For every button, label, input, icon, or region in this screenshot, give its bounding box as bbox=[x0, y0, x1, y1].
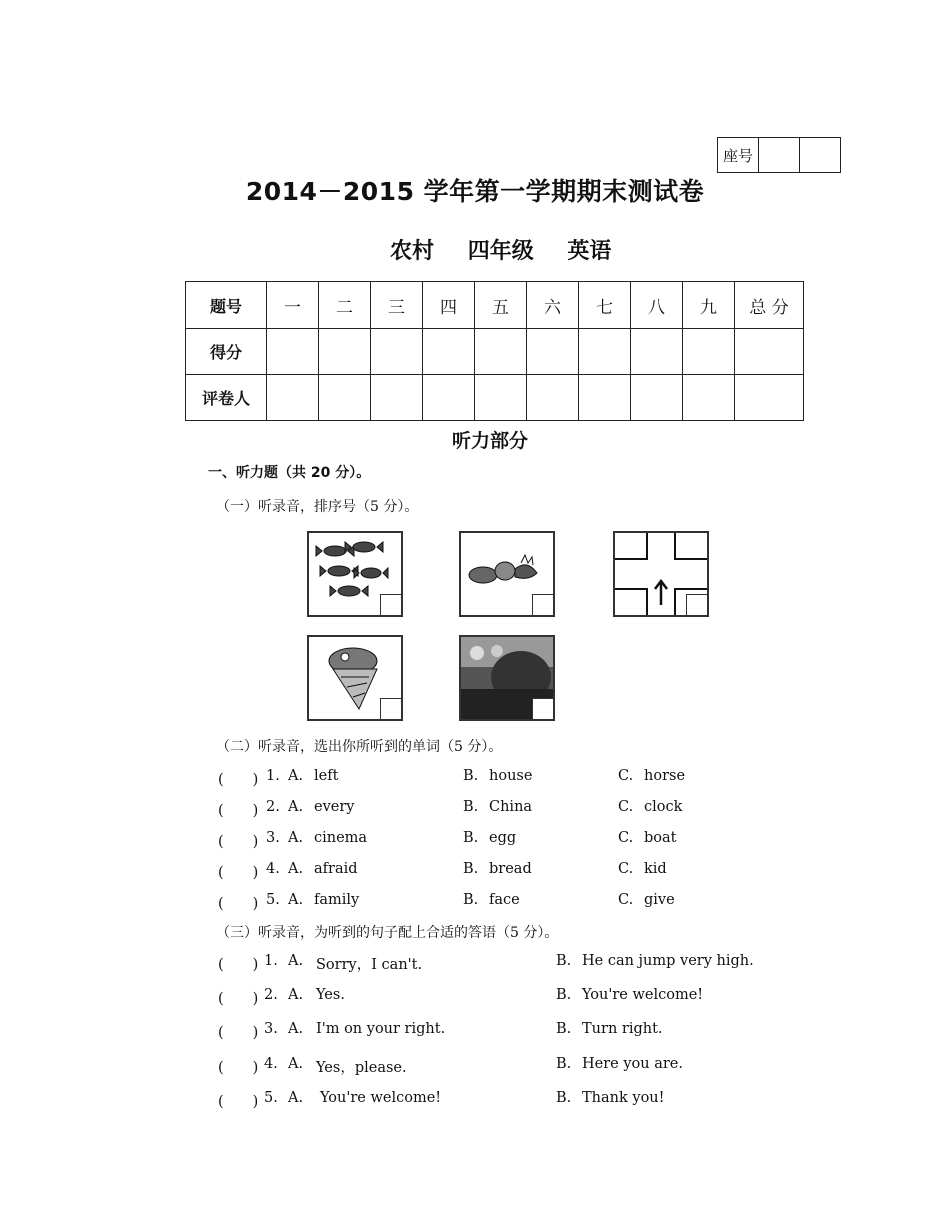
option-c: give bbox=[644, 892, 675, 908]
option-b: You're welcome! bbox=[582, 987, 704, 1003]
item-number: 1. bbox=[264, 953, 278, 969]
score-column: 三 bbox=[371, 282, 423, 329]
option-b: He can jump very high. bbox=[582, 953, 754, 969]
option-b-label: B. bbox=[463, 830, 479, 846]
score-cell[interactable] bbox=[423, 329, 475, 375]
score-cell[interactable] bbox=[527, 375, 579, 421]
picture-photo bbox=[459, 635, 555, 721]
option-b-label: B. bbox=[463, 799, 479, 815]
seat-cell[interactable] bbox=[759, 138, 800, 173]
option-a-label: A. bbox=[288, 768, 304, 784]
option-b-label: B. bbox=[463, 861, 479, 877]
answer-paren[interactable]: ( ) bbox=[218, 957, 259, 973]
answer-paren[interactable]: ( ) bbox=[218, 1060, 259, 1076]
item-number: 3. bbox=[266, 830, 280, 846]
option-b: China bbox=[489, 799, 533, 815]
option-a-label: A. bbox=[288, 987, 304, 1003]
score-column: 五 bbox=[475, 282, 527, 329]
answer-paren[interactable]: ( ) bbox=[218, 803, 259, 819]
score-cell[interactable] bbox=[423, 375, 475, 421]
answer-box[interactable] bbox=[686, 594, 707, 615]
option-c-label: C. bbox=[618, 830, 634, 846]
option-a: Yes，please. bbox=[316, 1060, 407, 1076]
score-cell[interactable] bbox=[475, 375, 527, 421]
picture-candies bbox=[307, 531, 403, 617]
answer-paren[interactable]: ( ) bbox=[218, 896, 259, 912]
score-row-label: 评卷人 bbox=[186, 375, 267, 421]
option-c-label: C. bbox=[618, 768, 634, 784]
score-column: 九 bbox=[683, 282, 735, 329]
subsection-3-title: （三）听录音，为听到的句子配上合适的答语（5 分）。 bbox=[216, 925, 559, 941]
score-cell[interactable] bbox=[735, 329, 804, 375]
item-number: 2. bbox=[266, 799, 280, 815]
option-c-label: C. bbox=[618, 799, 634, 815]
exam-title: 2014－2015 学年第一学期期末测试卷 bbox=[245, 177, 705, 206]
score-column: 六 bbox=[527, 282, 579, 329]
score-cell[interactable] bbox=[683, 329, 735, 375]
score-cell[interactable] bbox=[631, 329, 683, 375]
subsection-1-title: （一）听录音，排序号（5 分）。 bbox=[216, 499, 419, 515]
option-b: Thank you! bbox=[582, 1090, 665, 1106]
option-b: Here you are. bbox=[582, 1056, 683, 1072]
answer-box[interactable] bbox=[380, 594, 401, 615]
option-b-label: B. bbox=[556, 1021, 572, 1037]
option-c: boat bbox=[644, 830, 677, 846]
score-row-label: 得分 bbox=[186, 329, 267, 375]
score-table bbox=[185, 281, 804, 421]
score-cell[interactable] bbox=[319, 329, 371, 375]
option-b-label: B. bbox=[556, 987, 572, 1003]
option-a: every bbox=[314, 799, 355, 815]
score-column-total: 总 分 bbox=[735, 282, 804, 329]
option-a: Sorry，I can't. bbox=[316, 957, 423, 973]
score-column: 八 bbox=[631, 282, 683, 329]
seat-label: 座号 bbox=[718, 138, 759, 173]
score-column: 七 bbox=[579, 282, 631, 329]
score-cell[interactable] bbox=[735, 375, 804, 421]
item-number: 4. bbox=[266, 861, 280, 877]
option-a: cinema bbox=[314, 830, 368, 846]
answer-paren[interactable]: ( ) bbox=[218, 991, 259, 1007]
subsection-2-title: （二）听录音，选出你所听到的单词（5 分）。 bbox=[216, 739, 503, 755]
option-a-label: A. bbox=[288, 830, 304, 846]
answer-box[interactable] bbox=[532, 698, 553, 719]
seat-cell[interactable] bbox=[800, 138, 841, 173]
option-c-label: C. bbox=[618, 892, 634, 908]
option-a: afraid bbox=[314, 861, 358, 877]
option-a: family bbox=[314, 892, 360, 908]
option-a: Yes. bbox=[316, 987, 345, 1003]
answer-paren[interactable]: ( ) bbox=[218, 1094, 259, 1110]
item-number: 5. bbox=[266, 892, 280, 908]
option-c-label: C. bbox=[618, 861, 634, 877]
option-a-label: A. bbox=[288, 953, 304, 969]
score-cell[interactable] bbox=[371, 329, 423, 375]
answer-box[interactable] bbox=[380, 698, 401, 719]
option-b: house bbox=[489, 768, 533, 784]
item-number: 2. bbox=[264, 987, 278, 1003]
option-a-label: A. bbox=[288, 1021, 304, 1037]
option-a: I'm on your right. bbox=[316, 1021, 446, 1037]
score-column: 一 bbox=[267, 282, 319, 329]
option-a-label: A. bbox=[288, 892, 304, 908]
option-a-label: A. bbox=[288, 1056, 304, 1072]
picture-ice-cream bbox=[307, 635, 403, 721]
subtitle-grade: 四年级 bbox=[467, 239, 534, 264]
score-cell[interactable] bbox=[475, 329, 527, 375]
option-a-label: A. bbox=[288, 861, 304, 877]
answer-box[interactable] bbox=[532, 594, 553, 615]
answer-paren[interactable]: ( ) bbox=[218, 865, 259, 881]
item-number: 1. bbox=[266, 768, 280, 784]
score-cell[interactable] bbox=[579, 329, 631, 375]
option-b: Turn right. bbox=[582, 1021, 663, 1037]
subtitle-subject: 英语 bbox=[567, 239, 612, 264]
section-title: 听力部分 bbox=[451, 430, 528, 452]
item-number: 3. bbox=[264, 1021, 278, 1037]
option-a-label: A. bbox=[288, 799, 304, 815]
option-b: bread bbox=[489, 861, 532, 877]
score-cell[interactable] bbox=[683, 375, 735, 421]
answer-paren[interactable]: ( ) bbox=[218, 834, 259, 850]
option-b-label: B. bbox=[556, 1090, 572, 1106]
option-b-label: B. bbox=[463, 768, 479, 784]
option-b-label: B. bbox=[463, 892, 479, 908]
score-cell[interactable] bbox=[631, 375, 683, 421]
subtitle-area: 农村 bbox=[390, 239, 435, 264]
score-column: 四 bbox=[423, 282, 475, 329]
score-cell[interactable] bbox=[319, 375, 371, 421]
exam-subtitle bbox=[390, 234, 637, 265]
option-b-label: B. bbox=[556, 953, 572, 969]
option-c: horse bbox=[644, 768, 686, 784]
score-cell[interactable] bbox=[371, 375, 423, 421]
option-c: clock bbox=[644, 799, 683, 815]
option-c: kid bbox=[644, 861, 667, 877]
option-a: You're welcome! bbox=[320, 1090, 442, 1106]
score-header-label: 题号 bbox=[186, 282, 267, 329]
option-b: egg bbox=[489, 830, 517, 846]
option-b: face bbox=[489, 892, 520, 908]
score-cell[interactable] bbox=[579, 375, 631, 421]
option-b-label: B. bbox=[556, 1056, 572, 1072]
score-column: 二 bbox=[319, 282, 371, 329]
part-heading: 一、听力题（共 20 分）。 bbox=[208, 465, 371, 481]
option-a: left bbox=[314, 768, 339, 784]
score-cell[interactable] bbox=[527, 329, 579, 375]
option-a-label: A. bbox=[288, 1090, 304, 1106]
item-number: 4. bbox=[264, 1056, 278, 1072]
picture-crossroad bbox=[613, 531, 709, 617]
item-number: 5. bbox=[264, 1090, 278, 1106]
picture-food bbox=[459, 531, 555, 617]
score-cell[interactable] bbox=[267, 375, 319, 421]
answer-paren[interactable]: ( ) bbox=[218, 772, 259, 788]
answer-paren[interactable]: ( ) bbox=[218, 1025, 259, 1041]
score-cell[interactable] bbox=[267, 329, 319, 375]
seat-number-box bbox=[717, 137, 841, 173]
